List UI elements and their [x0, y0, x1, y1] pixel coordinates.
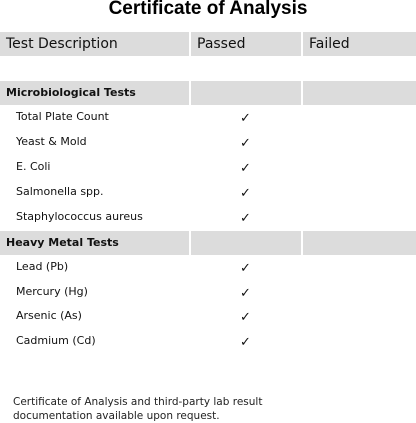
table-row	[0, 308, 416, 330]
section-header-microbiological	[0, 81, 416, 105]
table-row	[0, 134, 416, 156]
checkmark-icon: ✓	[240, 111, 251, 126]
test-label: Mercury (Hg)	[16, 285, 88, 298]
checkmark-icon: ✓	[240, 211, 251, 226]
document-title: Certificate of Analysis	[108, 0, 308, 19]
table-row	[0, 333, 416, 355]
checkmark-icon: ✓	[240, 286, 251, 301]
test-label: Yeast & Mold	[16, 135, 87, 148]
section-failed-cell	[303, 231, 416, 255]
checkmark-icon: ✓	[240, 310, 251, 325]
checkmark-icon: ✓	[240, 261, 251, 276]
table-row	[0, 159, 416, 181]
section-heading: Microbiological Tests	[0, 81, 189, 105]
table-row	[0, 284, 416, 306]
column-header-failed: Failed	[303, 32, 416, 56]
section-passed-cell	[191, 231, 301, 255]
table-row	[0, 209, 416, 231]
section-heading: Heavy Metal Tests	[0, 231, 189, 255]
table-row	[0, 259, 416, 281]
checkmark-icon: ✓	[240, 186, 251, 201]
checkmark-icon: ✓	[240, 136, 251, 151]
test-label: Arsenic (As)	[16, 309, 82, 322]
section-failed-cell	[303, 81, 416, 105]
test-label: Lead (Pb)	[16, 260, 69, 273]
column-header-test-description: Test Description	[0, 32, 189, 56]
section-passed-cell	[191, 81, 301, 105]
table-header-row	[0, 32, 416, 56]
checkmark-icon: ✓	[240, 161, 251, 176]
test-label: Staphylococcus aureus	[16, 210, 143, 223]
checkmark-icon: ✓	[240, 335, 251, 350]
test-label: E. Coli	[16, 160, 51, 173]
section-header-heavy-metal	[0, 231, 416, 255]
column-header-passed: Passed	[191, 32, 301, 56]
footnote-text: Certificate of Analysis and third-party lab result documentation available upon request.	[13, 396, 263, 422]
test-label: Total Plate Count	[16, 110, 109, 123]
test-label: Cadmium (Cd)	[16, 334, 96, 347]
table-row	[0, 184, 416, 206]
test-label: Salmonella spp.	[16, 185, 104, 198]
table-row	[0, 109, 416, 131]
